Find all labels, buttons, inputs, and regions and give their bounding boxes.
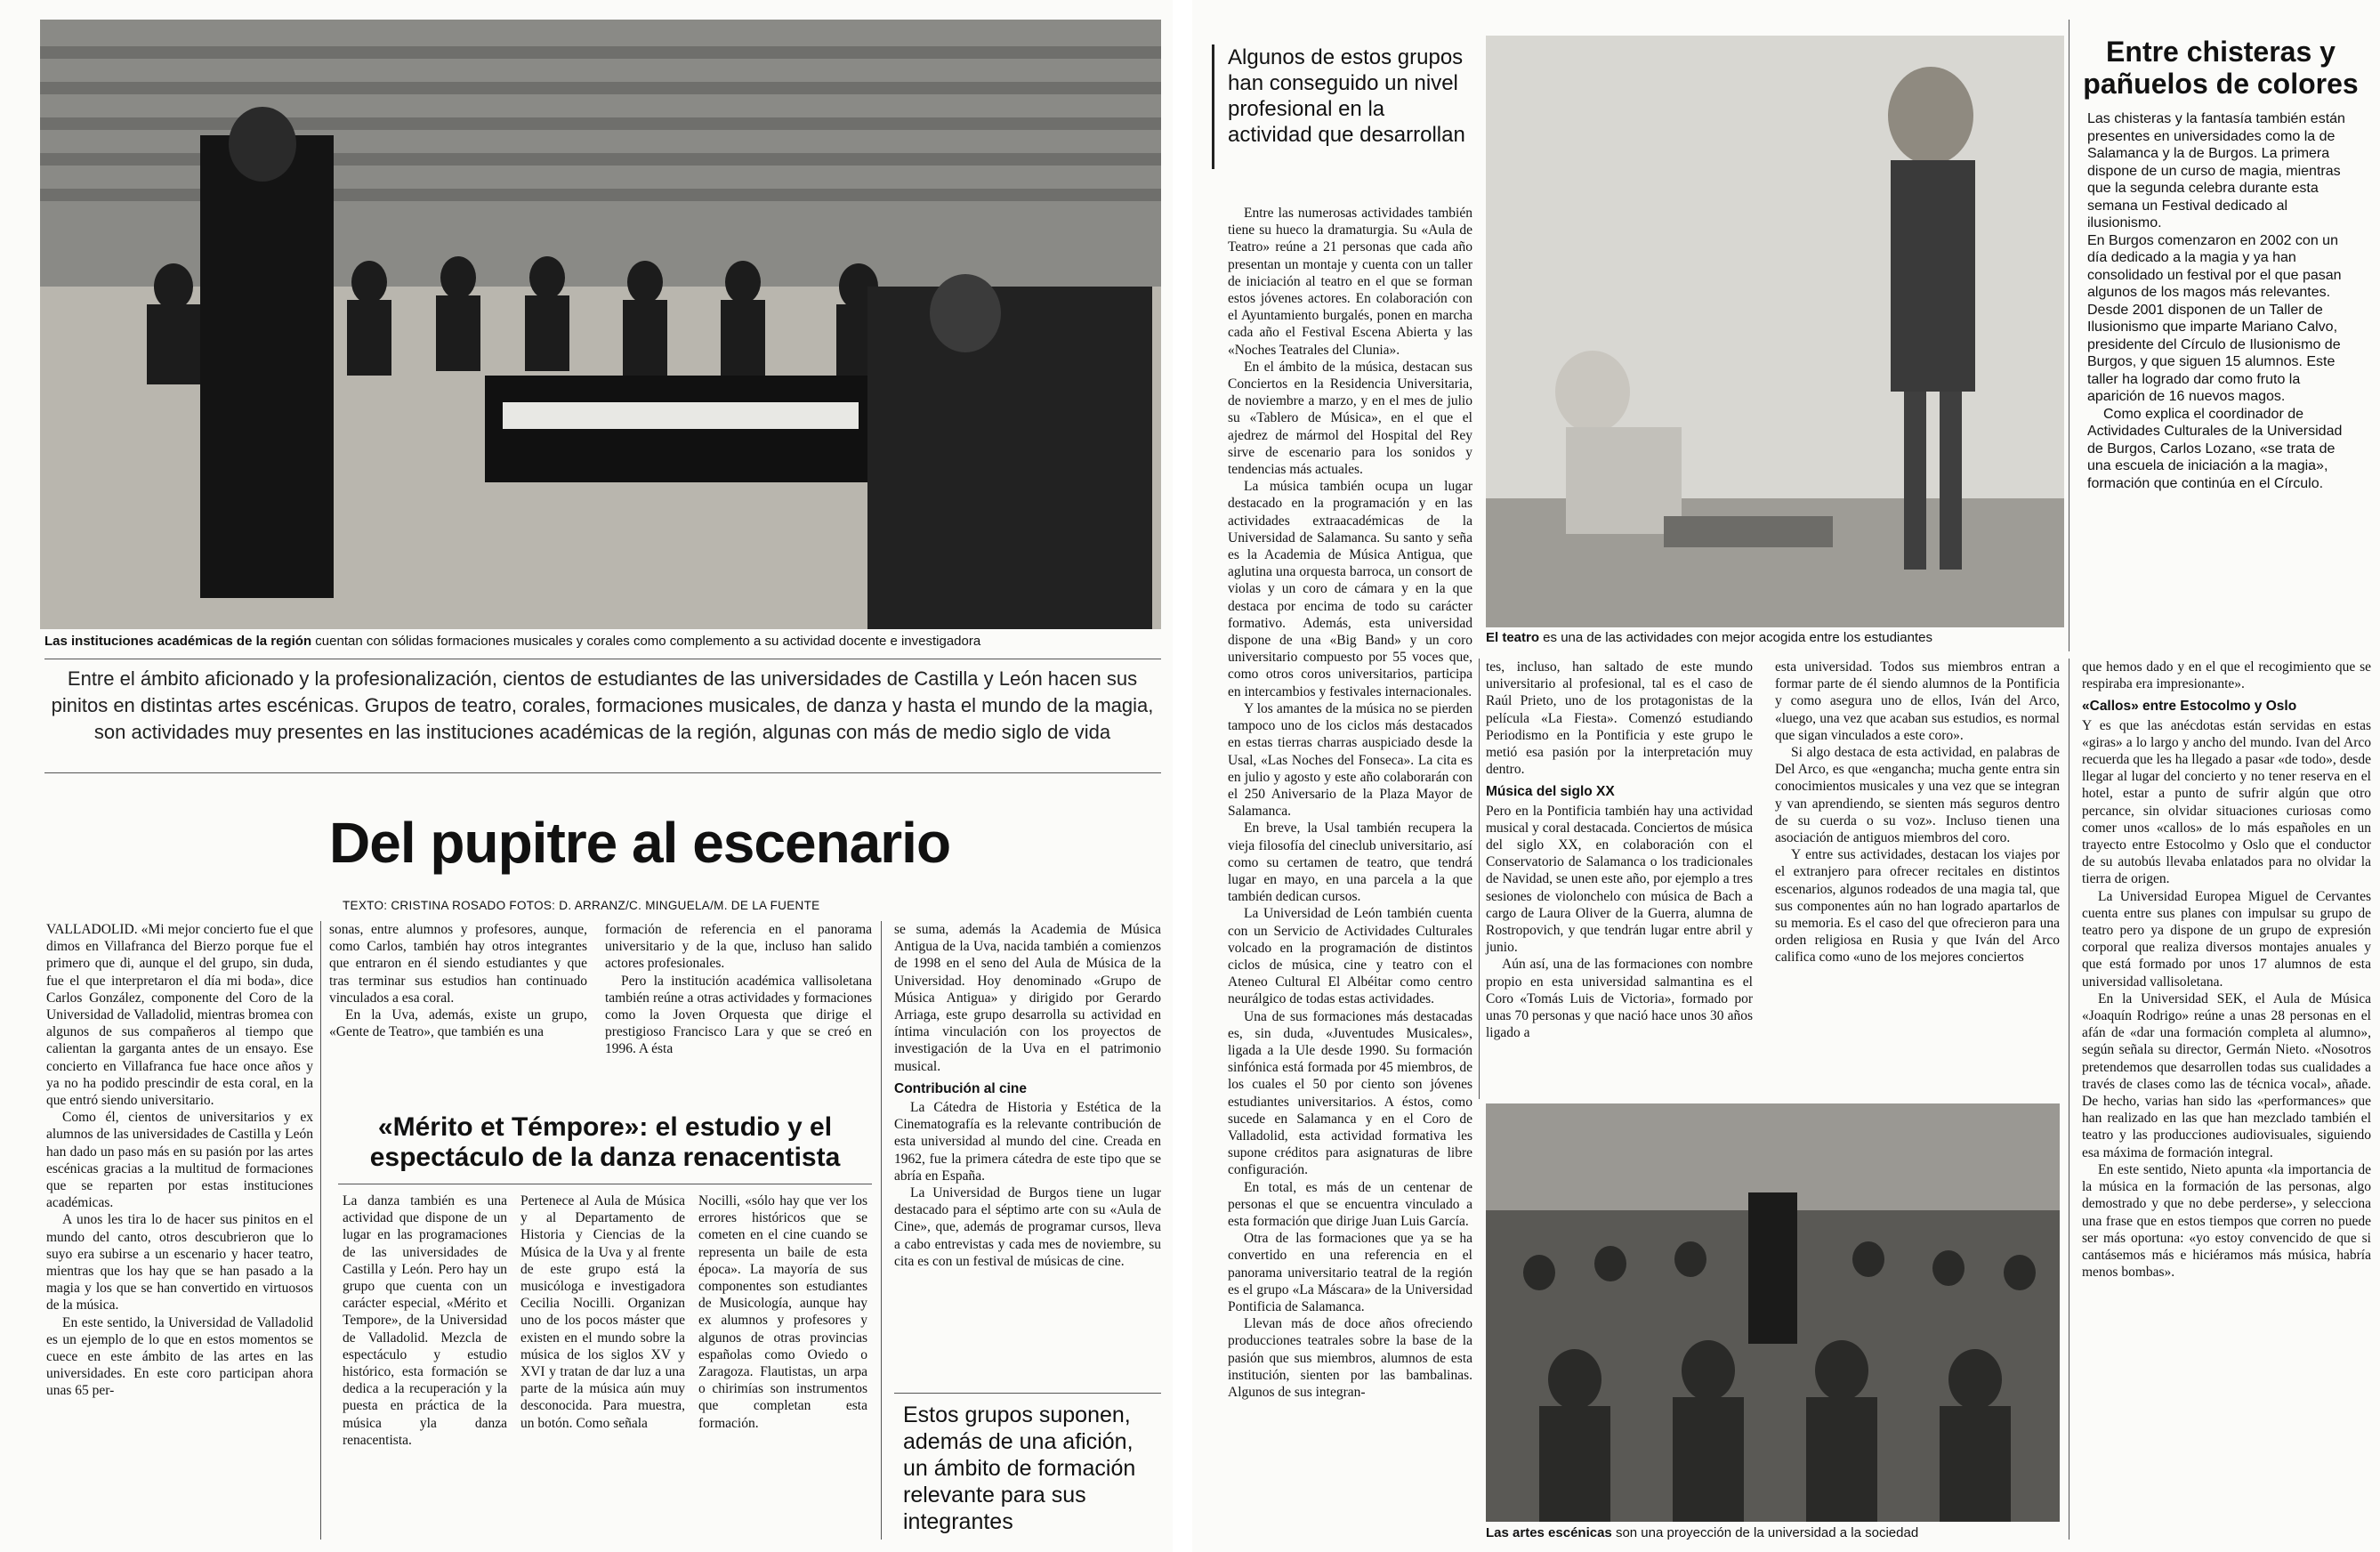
column-2 bbox=[329, 921, 587, 1040]
sidebar-column-2: Pertenece al Aula de Música y al Departamento de Historia y Ciencias de la Música de la Uva y al frente de este grupo está la musicóloga e investigadora Cecilia Nocilli. Organizan uno de los pocos máster que existen en el mundo sobre la música de los siglos XV y XVI y tratan de dar luz a una parte de la música aún muy desconocida. Para muestra, un botón. Como señala bbox=[520, 1193, 685, 1431]
section-heading: Contribución al cine bbox=[894, 1080, 1027, 1096]
pull-quote-top: Algunos de estos grupos han conseguido un nivel profesional en la actividad que desarrollan bbox=[1228, 45, 1465, 147]
stage-photo-caption: Las artes escénicas son una proyección de la universidad a la sociedad bbox=[1486, 1525, 1919, 1540]
paragraph: En este sentido, la Universidad de Valladolid es un ejemplo de lo que en estos momentos se cuece en este ámbito de las artes en las universidades. En este coro participan ahora unas 65 per- bbox=[46, 1314, 313, 1399]
credit-line: TEXTO: CRISTINA ROSADO FOTOS: D. ARRANZ/C. MINGUELA/M. DE LA FUENTE bbox=[343, 899, 820, 912]
paragraph: En Burgos comenzaron en 2002 con un día dedicado a la magia y ya han consolidado un festival por el que pasan algunos de los magos más relevantes. bbox=[2087, 232, 2342, 300]
pull-quote-bar bbox=[1212, 44, 1214, 169]
column-d: que hemos dado y en el que el recogimiento que se respiraba era impresionante». «Callos» entre Estocolmo y Oslo Y es que las anécdotas están servidas en estas «giras» a lo largo y ancho del mundo. Ivan del Arco recuerda que les ha llegado a pasar «de todo», desde llegar al lugar del concierto y no tener reserva en el hotel, estar a punto de sufrir algún que otro percance, sin olvidar situaciones curiosas como comer unos «callos» de lo más españoles en un trayecto entre Estocolmo y Oslo que el conductor de su autobús llevaba enlatados para no olvidar la tierra de origen. La Universidad Europea Miguel de Cervantes cuenta entre sus planes con impulsar su grupo de teatro pero ya dispone de un grupo de expresión corporal que realiza diversos montajes anuales y que está formado por unos 17 alumnos de esta universidad vallisoletana. En la Universidad SEK, el Aula de Música «Joaquín Rodrigo» reúne a unas 28 personas en el afán de «dar una formación completa al alumno», según señala su director, Germán Nieto. «Nosotros pretendemos que desarrollen todas sus cualidades a través de clases como las de técnica vocal», añade. De hecho, varias han sido las «performances» que han realizado en las que han mezclado también el teatro y las producciones audiovisuales, siguiendo esa máxima de formación integral. En este sentido, Nieto apunta «la importancia de la música en la formación de las personas, algo demostrado y que no debe perderse», y selecciona una frase que en estos tiempos que corren no puede ser más oportuna: «yo estoy convencido de que si cantásemos más e hiciéramos más música, habría menos bombas». bbox=[2082, 659, 2371, 1281]
deck: Entre el ámbito aficionado y la profesionalización, cientos de estudiantes de las universidades de Castilla y León hacen sus pinitos en distintas artes escénicas. Grupos de teatro, corales, formaciones musicales, de danza y hasta el mundo de la magia, son actividades muy presentes en las instituciones académicas de la región, algunas con más de medio siglo de vida bbox=[51, 667, 1154, 743]
paragraph: La Cátedra de Historia y Estética de la Cinematografía es la relevante contribución de esta universidad al mundo del cine. Creada en 1962, fue la primera cátedra de este tipo que se abría en España. bbox=[894, 1100, 1161, 1184]
headline: Del pupitre al escenario bbox=[329, 811, 951, 875]
column-rule bbox=[881, 921, 882, 1540]
stage-audience-photo bbox=[1486, 1103, 2060, 1522]
paragraph: se suma, además la Academia de Música Antigua de la Uva, nacida también a comienzos de 1998 en el seno del Aula de Música de la Universidad. Hoy denominado «Grupo de Música Antigua» y dirigido por Gerardo Arriaga, este grupo desarrolla su actividad en íntima vinculación con los proyectos de investigación de la Uva en el patrimonio musical. bbox=[894, 922, 1161, 1074]
sidebar-column-1: La danza también es una actividad que dispone de un lugar en las programaciones de las universidades de Castilla y León. Pero hay un grupo que cuenta con un carácter especial, «Mérito et Tempore», de la Universidad de Valladolid. Mezcla de espectáculo y estudio histórico, esta formación se dedica a la recuperación y la puesta en práctica de la música yla danza renacentista. bbox=[343, 1193, 507, 1448]
paragraph: La Universidad de Burgos tiene un lugar destacado para el séptimo arte con su «Aula de Cine», que, además de programar cursos, lleva a cabo entrevistas y cada mes de noviembre, su cita es con un festival de músicas de cine. bbox=[894, 1185, 1161, 1269]
section-heading: Música del siglo XX bbox=[1486, 784, 1615, 800]
deck-bottom-rule bbox=[44, 772, 1161, 773]
column-4 bbox=[894, 921, 1161, 1270]
sidebar-headline: «Mérito et Témpore»: el estudio y el espectáculo de la danza renacentista bbox=[369, 1112, 841, 1172]
paragraph: Las chisteras y la fantasía también están presentes en universidades como la de Salamanca y la de Burgos. La primera dispone de un curso de magia, mientras que la segunda celebra durante esta semana un Festival dedicado al ilusionismo. bbox=[2087, 111, 2345, 230]
page-gutter bbox=[1173, 0, 1192, 1552]
column-rule bbox=[320, 921, 321, 1540]
column-c: esta universidad. Todos sus miembros entran a formar parte de él siendo alumnos de la Pontificia y como asegura uno de ellos, Iván del Arco, «luego, una vez que acaban sus estudios, es normal que sigan vinculados a este coro». Si algo destaca de esta actividad, en palabras de Del Arco, es que «engancha; mucha gente entra sin conocimientos musicales y una vez que se integran y van aprendiendo, se sienten más seguros dentro de su cuerda o su voz». Incluso tienen una asociación de antiguos miembros del coro. Y entre sus actividades, destacan los viajes por el extranjero para ofrecer recitales en distintos escenarios, algunos rodeados de una magia tal, que sus componentes aún no han logrado apartarlos de su memoria. Es el caso del que ofrecieron para una orden religiosa en Rusia y que Iván del Arco califica como «uno de los mejores conciertos bbox=[1775, 659, 2060, 966]
section-heading: «Callos» entre Estocolmo y Oslo bbox=[2082, 699, 2297, 715]
column-3 bbox=[605, 921, 872, 1058]
paragraph: VALLADOLID. «Mi mejor concierto fue el que dimos en Villafranca del Bierzo porque fue el primero que di, aunque el del grupo, sin duda, fue el que interpretaron el día mi boda», dice Carlos González, componente del Coro de la Universidad de Valladolid, mientras bromea con algunos de sus compañeros al tiempo que calientan la garganta antes de un ensayo. Ese concierto en Villafranca fue hace once años y ya no ha podido prescindir de esta coral, en la que entró siendo universitario. bbox=[46, 922, 313, 1109]
paragraph: Como él, cientos de universitarios y ex alumnos de las universidades de Castilla y León han dado un paso más en su pasión por las artes escénicas gracias a la multitud de formaciones que se reparten por estas instituciones académicas. bbox=[46, 1110, 313, 1211]
column-b: tes, incluso, han saltado de este mundo universitario al profesional, tal es el caso de Raúl Prieto, uno de los protagonistas de la película «La Fiesta». Comenzó estudiando Periodismo en la Pontificia y este grupo le metió esa pasión por la interpretación muy dentro. Música del siglo XX Pero en la Pontificia también hay una actividad musical y coral destacada. Conciertos de música del siglo XX, en colaboración con el Conservatorio de Salamanca o los tradicionales de Navidad, se unen este año, por ejemplo a tres sesiones de violonchelo con música de Bach a cargo de Laura Oliver de la Guerra, alumna de Rostropovich, y que tendrán lugar entre abril y junio. Aún así, una de las formaciones con nombre propio en esta universidad salmantina es el Coro «Tomás Luis de Victoria», formado por unas 70 personas y que nació hace unos 30 años ligado a bbox=[1486, 659, 1753, 1041]
paragraph: formación de referencia en el panorama universitario y de la que, incluso han salido actores profesionales. bbox=[605, 922, 872, 972]
sidebar-column-3: Nocilli, «sólo hay que ver los errores históricos que se cometen en el cine cuando se representa un baile de esta época». La mayoría de sus componentes son estudiantes de Musicología, aunque hay ex alumnos y profesores y algunos de otras provincias españolas como Oviedo o Zaragoza. Flautistas, un arpa o chirimías son instrumentos que completan esta formación. bbox=[698, 1193, 867, 1431]
paragraph: Desde 2001 disponen de un Taller de Ilusionismo que imparte Mariano Calvo, presidente del Círculo de Ilusionismo de Burgos, y que siguen 15 alumnos. Este taller ha logrado dar como fruto la aparición de 16 nuevos magos. bbox=[2087, 302, 2341, 404]
paragraph: Como explica el coordinador de Actividades Culturales de la Universidad de Burgos, Carlos Lozano, «se trata de una escuela de iniciación a la magia», formación que continúa en el Círculo. bbox=[2087, 406, 2343, 491]
right-page bbox=[1192, 0, 2380, 1552]
pull-quote: Estos grupos suponen, además de una afición, un ámbito de formación relevante para sus integrantes bbox=[903, 1402, 1136, 1534]
paragraph: sonas, entre alumnos y profesores, aunque, como Carlos, también hay otros integrantes que entraron en él siendo estudiantes y que tras terminar sus estudios han continuado vinculados a esa coral. bbox=[329, 922, 587, 1006]
theatre-photo-caption: El teatro es una de las actividades con mejor acogida entre los estudiantes bbox=[1486, 630, 1932, 645]
top-photo-caption: Las instituciones académicas de la región cuentan con sólidas formaciones musicales y corales como complemento a su actividad docente e investigadora bbox=[44, 634, 981, 649]
paragraph: En la Uva, además, existe un grupo, «Gente de Teatro», que también es una bbox=[329, 1007, 587, 1040]
theatre-photo bbox=[1486, 36, 2064, 627]
left-page bbox=[0, 0, 1173, 1552]
choir-rehearsal-photo bbox=[40, 20, 1161, 629]
pull-quote-rule bbox=[894, 1393, 1161, 1394]
column-1 bbox=[46, 921, 313, 1400]
magic-sidebar-box bbox=[2069, 20, 2372, 651]
column-rule bbox=[1479, 659, 1480, 1099]
paragraph: Pero la institución académica vallisoletana también reúne a otras actividades y formaciones como la Joven Orquesta que dirige el prestigioso Francisco Lara y que se creó en 1996. A ésta bbox=[605, 973, 872, 1057]
sidebar-box-title: Entre chisteras y pañuelos de colores bbox=[2083, 36, 2359, 100]
paragraph: A unos les tira lo de hacer sus pinitos en el mundo del canto, otros descubrieron que lo suyo era subirse a un escenario y hacer teatro, mientras que los hay que se han pasado a la magia y los que se han convertido en virtuosos de la música. bbox=[46, 1212, 313, 1314]
column-a: Entre las numerosas actividades también tiene su hueco la dramaturgia. Su «Aula de Teatro» reúne a 21 personas que cada año presentan un montaje y cuenta con un taller de iniciación al teatro en el que se forman estos jóvenes actores. En colaboración con el Ayuntamiento burgalés, ponen en marcha cada año el Festival Escena Abierta y las «Noches Teatrales del Clunia». En el ámbito de la música, destacan sus Conciertos en la Residencia Universitaria, de noviembre a marzo, y en el mes de julio su «Tablero de Música», en el que el ajedrez de mármol del Hospital del Rey sirve de escenario para los sonidos y tendencias más actuales. La música también ocupa un lugar destacado en la programación y en las actividades extraacadémicas de la Universidad de Salamanca. Su santo y seña es la Academia de Música Antigua, que aglutina una orquesta barroca, un consort de violas y un coro de cámara y en la que destaca por encima de todo su carácter formativo. Además, esta universidad dispone de una «Big Band» y un coro universitario compuesto por 55 voces que, como otros coros universitarios, participa en intercambios y festivales internacionales. Y los amantes de la música no se pierden tampoco uno de los ciclos más destacados en estas tierras charras auspiciado desde la Usal, «Las Noches del Fonseca». La cita es en julio y agosto y este año colaborarán con el 250 Aniversario de la Plaza Mayor de Salamanca. En breve, la Usal también recupera la vieja filosofía del cineclub universitario, así como su certamen de teatro, que tendrá lugar en mayo, en una parcela a la que también dedican cursos. La Universidad de León también cuenta con un Servicio de Actividades Culturales volcado en la programación de distintos ciclos de música, cine y teatro con el Ateneo Cultural El Albéitar como centro neurálgico de todas estas actividades. Una de sus formaciones más destacadas es, sin duda, «Juventudes Musicales», ligada a la Ule desde 1990. Su formación sinfónica está formada por 45 miembros, de los cuales el 50 por ciento son jóvenes estudiantes universitarios. A éstos, como sucede en Salamanca y en el Coro de Valladolid, esta actividad formativa les supone créditos para asignaturas de libre configuración. En total, es más de un centenar de personas el que se encuentra vinculado a esta formación que dirige Juan Luis García. Otra de las formaciones que ya se ha convertido en una referencia en el panorama universitario teatral de la región es el grupo «La Máscara» de la Universidad Pontificia de Salamanca. Llevan más de doce años ofreciendo producciones teatrales sobre la base de la pasión que sus miembros, alumnos de esta institución, sienten por las bambalinas. Algunos de sus integran- bbox=[1228, 206, 1472, 1401]
